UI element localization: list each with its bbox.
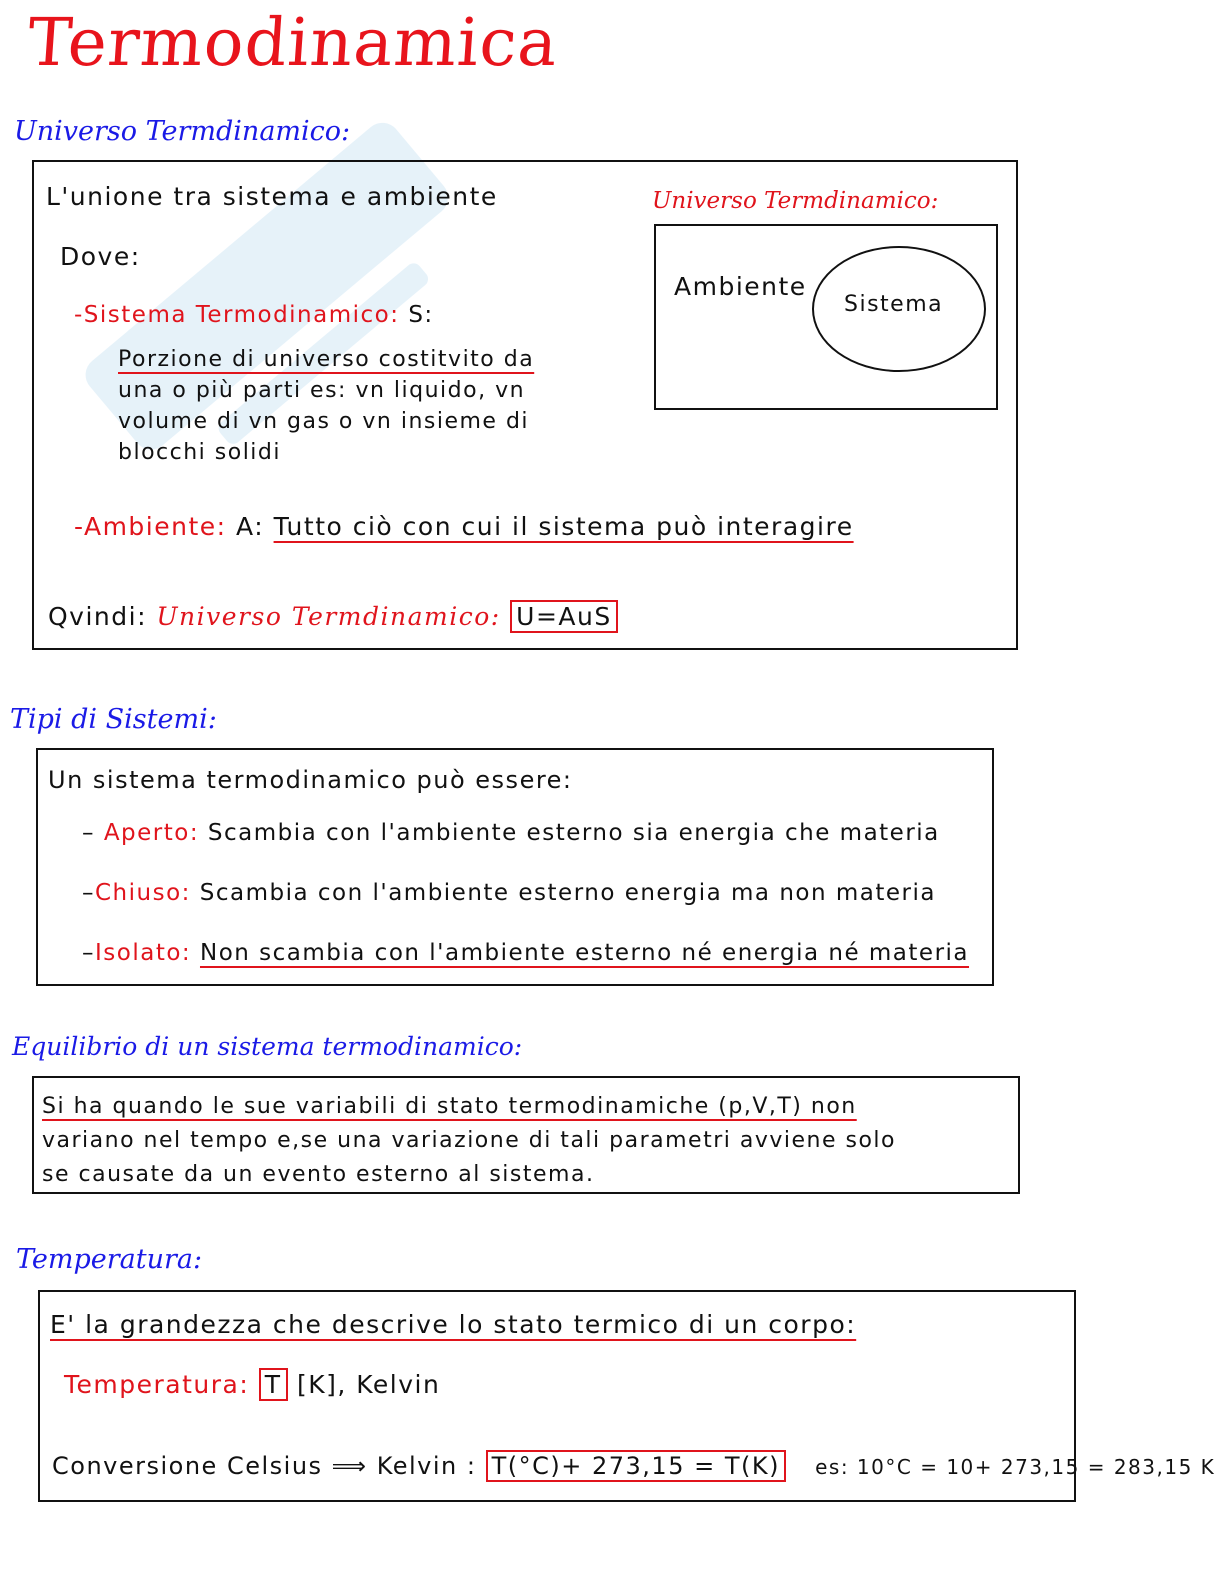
tipo-desc: Scambia con l'ambiente esterno sia energia che materia	[207, 820, 940, 846]
conversione-formula: T(°C)+ 273,15 = T(K)	[486, 1450, 786, 1482]
equilibrio-box	[32, 1076, 1020, 1194]
ambiente-label: -Ambiente:	[74, 512, 227, 541]
temperatura-label: Temperatura:	[64, 1370, 250, 1399]
tipi-box	[36, 748, 994, 986]
sistema-desc-line: volume di vn gas o vn insieme di	[118, 409, 530, 434]
universo-formula: U=AuS	[510, 600, 618, 633]
temperatura-symbol: T	[259, 1368, 288, 1401]
ambiente-symbol: A:	[236, 512, 265, 541]
tipo-isolato: –Isolato: Non scambia con l'ambiente esterno né energia né materia	[82, 940, 970, 966]
dove-label: Dove:	[60, 242, 141, 271]
tipo-desc: Scambia con l'ambiente esterno energia ma non materia	[199, 880, 936, 906]
temperatura-box	[38, 1290, 1215, 1502]
quindi-line	[48, 602, 618, 631]
sistema-label: -Sistema Termodinamico:	[74, 302, 400, 328]
tipo-aperto: – Aperto: Scambia con l'ambiente esterno sia energia che materia	[82, 820, 940, 846]
sistema-desc-line: blocchi solidi	[118, 440, 282, 465]
tipo-label: Isolato:	[95, 940, 192, 966]
sistema-desc-line: una o più parti es: vn liquido, vn	[118, 378, 526, 403]
conversione-example: es: 10°C = 10+ 273,15 = 283,15 K	[815, 1455, 1215, 1479]
universo-intro: L'unione tra sistema e ambiente	[46, 182, 498, 211]
section-heading-equilibrio: Equilibrio di un sistema termodinamico:	[12, 1032, 523, 1061]
sistema-description	[118, 344, 534, 468]
tipi-intro: Un sistema termodinamico può essere:	[48, 766, 573, 794]
section-heading-tipi: Tipi di Sistemi:	[10, 704, 217, 735]
sistema-definition-label	[74, 302, 434, 328]
universo-diagram	[654, 224, 998, 410]
equilibrio-line: Si ha quando le sue variabili di stato termodinamiche (p,V,T) non	[42, 1094, 857, 1119]
temperatura-definition	[50, 1310, 856, 1339]
tipo-label: Chiuso:	[95, 880, 191, 906]
equilibrio-line: se causate da un evento esterno al sistema.	[42, 1162, 595, 1187]
equilibrio-text	[42, 1090, 896, 1192]
equilibrio-line: variano nel tempo e,se una variazione di tali parametri avviene solo	[42, 1128, 896, 1153]
temperatura-definition-text: E' la grandezza che descrive lo stato termico di un corpo:	[50, 1310, 857, 1339]
tipo-desc: Non scambia con l'ambiente esterno né energia né materia	[199, 940, 970, 966]
tipo-chiuso: –Chiuso: Scambia con l'ambiente esterno energia ma non materia	[82, 880, 936, 906]
temperatura-unit: [K], Kelvin	[296, 1370, 441, 1399]
sistema-desc-line: Porzione di universo costitvito da	[118, 347, 535, 372]
section-heading-temperatura: Temperatura:	[16, 1244, 203, 1275]
sistema-symbol: S:	[408, 302, 434, 328]
universo-box	[32, 160, 1018, 650]
diagram-title: Universo Termdinamico:	[652, 188, 939, 214]
ambiente-definition	[74, 512, 854, 541]
page-title: Termodinamica	[25, 4, 561, 81]
tipo-label: Aperto:	[103, 820, 200, 846]
diagram-ambiente-label: Ambiente	[674, 272, 807, 301]
diagram-sistema-label: Sistema	[844, 292, 944, 317]
universo-label: Universo Termdinamico:	[156, 602, 501, 631]
conversione-line	[52, 1452, 1215, 1480]
conversione-label: Conversione Celsius ⟹ Kelvin :	[52, 1452, 477, 1480]
section-heading-universo: Universo Termdinamico:	[14, 116, 351, 147]
sistema-ellipse	[812, 246, 986, 372]
ambiente-description: Tutto ciò con cui il sistema può interagire	[273, 512, 854, 541]
temperatura-symbol-line	[64, 1370, 440, 1399]
quindi-label: Qvindi:	[48, 602, 148, 631]
